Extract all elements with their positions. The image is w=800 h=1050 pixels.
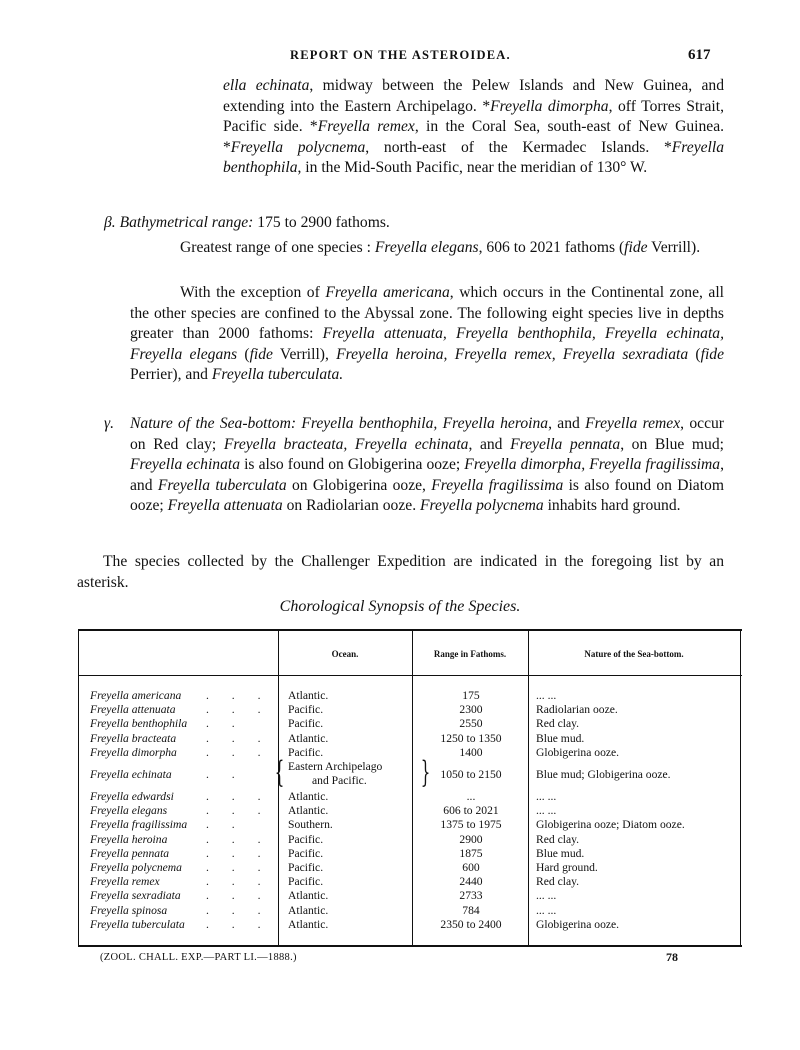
table-row [78, 889, 742, 903]
range-cell: 2900 [459, 832, 483, 846]
table-row [78, 732, 742, 746]
leader-dots: . . . [206, 745, 271, 759]
leader-dots: . . . [206, 889, 271, 903]
paragraph-species-note: The species collected by the Challenger Expedition are indicated in the foregoing list by an asterisk. [77, 553, 724, 591]
italic-run: Freyella remex [317, 118, 415, 136]
text-run: , in the Coral Sea, south-east of New Guinea. * [223, 118, 725, 156]
leader-dots: . . . [206, 804, 271, 818]
header-sea-bottom: Nature of the Sea-bottom. [584, 649, 684, 659]
species-name: Freyella fragilissima [90, 818, 188, 832]
leader-dots: . . . [206, 875, 271, 889]
italic-run: Freyella americana [325, 284, 450, 301]
range-cell: 2440 [459, 875, 483, 889]
text-run: , and [548, 415, 586, 432]
ocean-cell: Pacific. [288, 745, 324, 759]
sea-bottom-cell: Radiolarian ooze. [536, 703, 618, 717]
sea-bottom-cell: Globigerina ooze. [536, 745, 620, 759]
italic-run: Freyella fragilissima [431, 476, 564, 494]
footer-imprint: (ZOOL. CHALL. EXP.—PART LI.—1888.) [100, 952, 297, 963]
sea-bottom-cell: ... ... [536, 790, 557, 803]
sea-bottom-cell: ... ... [536, 889, 557, 903]
species-name: Freyella dimorpha [90, 745, 177, 759]
species-name: Freyella heroina [90, 832, 168, 846]
ocean-cell: Atlantic. [288, 889, 329, 903]
ocean-cell: Pacific. [288, 703, 324, 717]
sea-bottom-cell: Blue mud. [536, 846, 585, 860]
leader-dots: . . . [206, 861, 271, 874]
italic-run: fide [624, 239, 648, 256]
bathymetric-range-heading [104, 213, 724, 234]
sea-bottom-cell: Hard ground. [536, 861, 598, 874]
text-run: Perrier), and [130, 366, 212, 384]
text-run: Verrill), [272, 345, 337, 363]
italic-run: Freyella elegans [374, 239, 479, 256]
leader-dots: . . [206, 818, 245, 832]
table-row [78, 703, 742, 717]
text-run: ( [688, 345, 701, 363]
italic-run: Freyella dimorpha, Freyella fragilissima [464, 456, 721, 474]
species-name: Freyella bracteata [90, 731, 177, 745]
ocean-cell: Atlantic. [288, 790, 329, 803]
ocean-cell: Atlantic. [288, 689, 329, 702]
ocean-line-1: Eastern Archipelago [288, 760, 383, 773]
text-run: , north-east of the Kermadec Islands. * [365, 138, 672, 156]
text-run: Verrill). [647, 239, 701, 256]
range-cell: 2733 [459, 889, 483, 903]
text-run: , and [130, 456, 724, 494]
header-ocean: Ocean. [331, 649, 359, 659]
text-run: on Radiolarian ooze. [282, 497, 420, 515]
ocean-cell: Atlantic. [288, 804, 329, 818]
species-name: Freyella americana [90, 689, 182, 702]
italic-run: Freyella tuberculata. [211, 366, 344, 384]
italic-run: fide [249, 345, 273, 363]
sea-bottom-cell: Blue mud. [536, 731, 585, 745]
text-run: , off Torres Strait, Pacific side. * [223, 97, 724, 136]
text-run: , on Blue mud; [620, 435, 724, 453]
species-name: Freyella spinosa [90, 903, 168, 917]
table-row [78, 717, 742, 731]
species-name: Freyella remex [90, 875, 160, 889]
table-row [78, 790, 742, 804]
italic-run: Freyella dimorpha [490, 97, 609, 115]
italic-run: ella echinata [223, 77, 310, 94]
leader-dots: . . [206, 768, 245, 781]
range-cell: 1400 [459, 745, 483, 759]
ocean-cell: Southern. [288, 818, 333, 832]
sea-bottom-cell: Globigerina ooze. [536, 917, 620, 931]
table-row [78, 904, 742, 918]
sea-bottom-cell: Globigerina ooze; Diatom ooze. [536, 818, 685, 832]
species-name: Freyella elegans [90, 804, 168, 818]
range-cell: 2550 [459, 717, 483, 731]
table-row [78, 861, 742, 875]
species-name: Freyella echinata [90, 768, 172, 781]
sea-bottom-cell: Red clay. [536, 717, 580, 731]
range-cell: 175 [462, 689, 480, 702]
italic-run: β. Bathymetrical range: [104, 214, 254, 231]
table-row [78, 755, 742, 790]
range-cell: 2350 to 2400 [440, 917, 502, 931]
text-run: is also found on Globigerina ooze; [240, 456, 465, 474]
italic-run: Freyella attenuata [167, 497, 283, 515]
text-run: , which occurs in the Continental zone, all the other species are confined to the Abyssal zone. The following eight species live in depths greater than 2000 fathoms: [130, 284, 725, 343]
range-cell: ... [466, 790, 476, 803]
sea-bottom-cell: ... ... [536, 903, 557, 917]
italic-run: Freyella benthophila [223, 138, 725, 177]
species-name: Freyella pennata [90, 846, 170, 860]
range-cell: 1375 to 1975 [440, 818, 502, 832]
leader-dots: . . . [206, 903, 271, 917]
table-header-rule [78, 675, 742, 676]
species-name: Freyella tuberculata [90, 917, 185, 931]
sea-bottom-cell: ... ... [536, 689, 557, 702]
table-caption: Chorological Synopsis of the Species. [279, 598, 521, 615]
ocean-cell: Pacific. [288, 832, 324, 846]
table-row [78, 804, 742, 818]
ocean-cell: Pacific. [288, 861, 324, 874]
text-run: , and [468, 435, 511, 453]
table-row [78, 746, 742, 760]
chorological-table [78, 629, 742, 947]
species-name: Freyella edwardsi [90, 790, 174, 803]
text-run: is also found on Diatom ooze; [130, 476, 724, 515]
italic-run: fide [700, 345, 725, 363]
italic-run: Freyella polycnema [230, 138, 366, 156]
leader-dots: . . . [206, 917, 271, 931]
italic-run: Freyella attenuata, Freyella benthophila, Freyella echinata, Freyella elegans [130, 325, 724, 363]
text-run: , in the Mid-South Pacific, near the meridian of 130° W. [297, 159, 648, 177]
leader-dots: . . . [206, 703, 271, 717]
italic-run: Freyella benthophila, Freyella heroina [301, 415, 549, 432]
text-run: , occur on Red clay; [130, 415, 724, 453]
ocean-cell: Atlantic. [288, 917, 329, 931]
paragraph-depth-exception [130, 283, 724, 386]
text-run: , 606 to 2021 fathoms ( [478, 239, 625, 256]
running-head [0, 48, 800, 70]
species-name: Freyella attenuata [90, 703, 176, 717]
ocean-cell: Atlantic. [288, 903, 329, 917]
ocean-cell [288, 760, 382, 788]
paragraph-greatest-range [130, 238, 724, 259]
italic-run: Freyella bracteata, Freyella echinata [223, 435, 469, 453]
range-cell: 600 [462, 861, 480, 874]
range-cell: 784 [462, 903, 480, 917]
species-name: Freyella benthophila [90, 717, 188, 731]
italic-run: Nature of the Sea-bottom: [130, 415, 297, 432]
text-run: With the exception of [180, 284, 326, 301]
table-row [78, 833, 742, 847]
italic-run: Freyella echinata [130, 456, 241, 474]
page-number: 617 [688, 47, 711, 63]
italic-run: Freyella remex [585, 415, 681, 432]
table-row [78, 875, 742, 889]
sea-bottom-cell: ... ... [536, 804, 557, 818]
sea-bottom-cell: Blue mud; Globigerina ooze. [536, 768, 671, 781]
leader-dots: . . . [206, 731, 271, 745]
text-run: 175 to 2900 fathoms. [253, 214, 390, 231]
text-run: ( [237, 345, 250, 363]
table-row [78, 818, 742, 832]
paragraph-distribution-continued [223, 76, 724, 179]
sea-bottom-cell: Red clay. [536, 832, 580, 846]
table-row [78, 918, 742, 932]
leader-dots: . . . [206, 790, 271, 803]
ocean-line-2: and Pacific. [312, 774, 367, 787]
italic-run: Freyella heroina, Freyella remex, Freyella sexradiata [336, 345, 689, 363]
italic-run: Freyella pennata [510, 435, 621, 453]
species-name: Freyella polycnema [90, 861, 182, 874]
range-cell: 2300 [459, 703, 483, 717]
range-cell: 606 to 2021 [443, 804, 499, 818]
ocean-cell: Pacific. [288, 846, 324, 860]
brace-right: } [420, 755, 431, 790]
italic-run: Freyella polycnema [420, 497, 544, 515]
header-range: Range in Fathoms. [433, 649, 507, 659]
running-title: REPORT ON THE ASTEROIDEA. [290, 48, 511, 62]
ocean-cell: Pacific. [288, 875, 324, 889]
text-run: on Globigerina ooze, [286, 476, 432, 494]
sea-bottom-cell: Red clay. [536, 875, 580, 889]
ocean-cell: Atlantic. [288, 731, 329, 745]
table-row [78, 689, 742, 703]
leader-dots: . . . [206, 832, 271, 846]
sea-bottom-section [104, 414, 724, 517]
range-cell: 1875 [459, 846, 483, 860]
leader-dots: . . [206, 717, 245, 731]
text-run: , midway between the Pelew Islands and New Guinea, and extending into the Eastern Archipelago. * [223, 77, 724, 115]
leader-dots: . . . [206, 846, 271, 860]
range-cell: 1050 to 2150 [440, 768, 502, 781]
signature-number: 78 [666, 950, 678, 964]
range-cell: 1250 to 1350 [440, 731, 502, 745]
brace-left: { [274, 755, 285, 790]
section-marker-gamma: γ. [104, 415, 115, 432]
italic-run: Freyella tuberculata [157, 476, 287, 494]
text-run: Greatest range of one species : [180, 239, 375, 256]
paragraph-sea-bottom [130, 414, 724, 517]
leader-dots: . . . [206, 689, 271, 702]
text-run: inhabits hard ground. [543, 497, 681, 515]
table-row [78, 847, 742, 861]
ocean-cell: Pacific. [288, 717, 324, 731]
species-name: Freyella sexradiata [90, 889, 181, 903]
